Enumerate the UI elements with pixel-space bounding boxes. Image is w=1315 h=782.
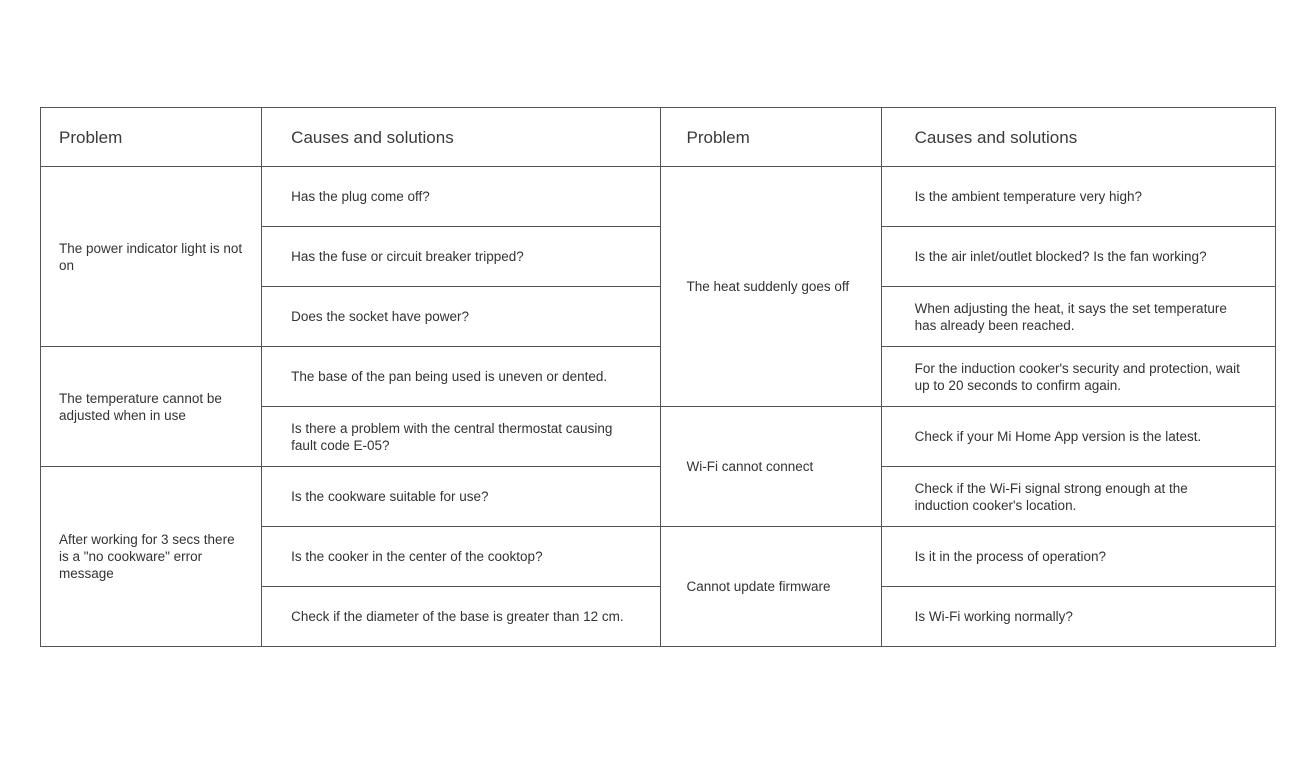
solution-cell: Is it in the process of operation? xyxy=(881,527,1275,587)
problem-heat-goes-off: The heat suddenly goes off xyxy=(661,167,881,407)
solution-cell: Does the socket have power? xyxy=(262,287,661,347)
header-solutions-right: Causes and solutions xyxy=(881,108,1275,167)
solution-cell: Is the air inlet/outlet blocked? Is the fan working? xyxy=(881,227,1275,287)
troubleshooting-table xyxy=(40,107,1276,647)
solution-cell: Is there a problem with the central thermostat causing fault code E-05? xyxy=(262,407,661,467)
solution-cell: When adjusting the heat, it says the set temperature has already been reached. xyxy=(881,287,1275,347)
header-solutions-left: Causes and solutions xyxy=(262,108,661,167)
solution-cell: Has the plug come off? xyxy=(262,167,661,227)
solution-cell: Check if your Mi Home App version is the latest. xyxy=(881,407,1275,467)
table-row xyxy=(41,467,1276,527)
solution-cell: Is the cooker in the center of the cooktop? xyxy=(262,527,661,587)
solution-cell: For the induction cooker's security and protection, wait up to 20 seconds to confirm again. xyxy=(881,347,1275,407)
problem-wifi-connect: Wi-Fi cannot connect xyxy=(661,407,881,527)
problem-power-indicator: The power indicator light is not on xyxy=(41,167,262,347)
solution-cell: Is the cookware suitable for use? xyxy=(262,467,661,527)
problem-no-cookware: After working for 3 secs there is a "no cookware" error message xyxy=(41,467,262,647)
solution-cell: The base of the pan being used is uneven or dented. xyxy=(262,347,661,407)
table-row xyxy=(41,167,1276,227)
solution-cell: Is Wi-Fi working normally? xyxy=(881,587,1275,647)
solution-cell: Has the fuse or circuit breaker tripped? xyxy=(262,227,661,287)
solution-cell: Check if the Wi-Fi signal strong enough at the induction cooker's location. xyxy=(881,467,1275,527)
problem-firmware-update: Cannot update firmware xyxy=(661,527,881,647)
solution-cell: Is the ambient temperature very high? xyxy=(881,167,1275,227)
header-problem-right: Problem xyxy=(661,108,881,167)
table-row xyxy=(41,347,1276,407)
header-row xyxy=(41,108,1276,167)
problem-temperature-adjust: The temperature cannot be adjusted when in use xyxy=(41,347,262,467)
solution-cell: Check if the diameter of the base is greater than 12 cm. xyxy=(262,587,661,647)
header-problem-left: Problem xyxy=(41,108,262,167)
